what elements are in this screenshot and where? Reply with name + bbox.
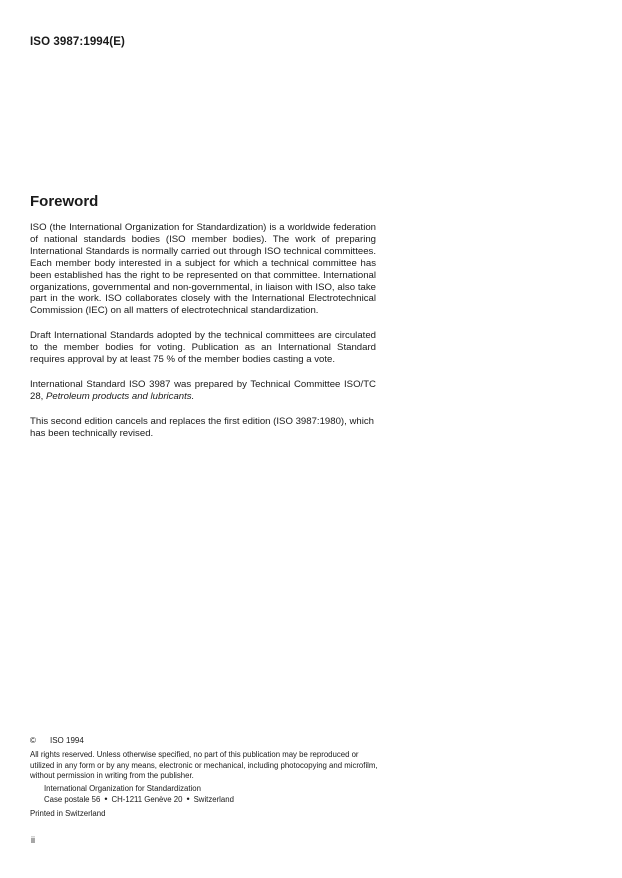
paragraph-edition: This second edition cancels and replaces the first edition (ISO 3987:1980), which has been technically revised. (30, 415, 374, 439)
copyright-block (30, 736, 380, 819)
publisher-postal-line (44, 794, 380, 805)
paragraph-prepared-by (30, 379, 376, 403)
copyright-line (30, 736, 380, 746)
copyright-icon: © (30, 736, 36, 745)
copyright-owner-year: ISO 1994 (50, 736, 84, 745)
bullet-icon: • (104, 793, 108, 804)
page-title: Foreword (30, 193, 99, 210)
postal-box: Case postale 56 (44, 794, 101, 804)
bullet-icon: • (186, 793, 190, 804)
prepared-by-text: International Standard ISO 3987 was prepared by Technical Committee ISO/TC 28, (30, 378, 376, 402)
publisher-name: International Organization for Standardization (44, 783, 201, 793)
page-number: ii (31, 835, 35, 845)
postal-country: Switzerland (193, 794, 234, 804)
rights-statement: All rights reserved. Unless otherwise specified, no part of this publication may be reproduced or utilized in any form or by any means, electronic or mechanical, including photocopying and microfilm, without permission in writing from the publisher. (30, 750, 378, 781)
foreword-body (30, 222, 376, 453)
publisher-address (44, 784, 380, 805)
committee-title: Petroleum products and lubricants. (46, 390, 195, 402)
paragraph-iso-intro: ISO (the International Organization for Standardization) is a worldwide federation of national standards bodies (ISO member bodies). The work of preparing International Standards is normally carried out through ISO technical committees. Each member body interested in a subject for which a technical committee has been established has the right to be represented on that committee. International organizations, governmental and non-governmental, in liaison with ISO, also take part in the work. ISO collaborates closely with the International Electrotechnical Commission (IEC) on all matters of electrotechnical standardization. (30, 222, 376, 317)
document-id: ISO 3987:1994(E) (30, 36, 125, 48)
printed-in: Printed in Switzerland (30, 808, 106, 818)
paragraph-draft-standards: Draft International Standards adopted by the technical committees are circulated to the member bodies for voting. Publication as an International Standard requires approval by at least 75 % of the member bodies casting a vote. (30, 330, 376, 366)
postal-city: CH-1211 Genève 20 (111, 794, 183, 804)
